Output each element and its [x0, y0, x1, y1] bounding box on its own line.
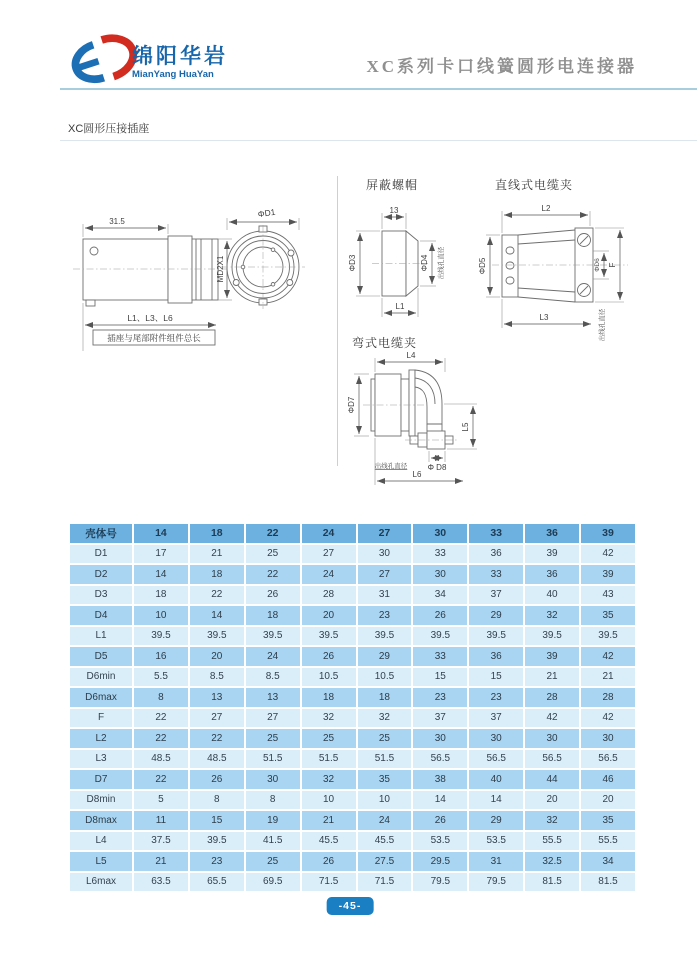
table-cell: 21 [190, 545, 244, 564]
table-cell: 55.5 [581, 832, 635, 851]
shield-nut-drawing [342, 203, 462, 328]
table-cell: 33 [413, 647, 467, 666]
table-cell: 30 [525, 729, 579, 748]
table-cell: 15 [413, 668, 467, 687]
page-number-badge: -45- [327, 897, 374, 915]
table-row [70, 647, 635, 666]
shield-nut-dim-d3: ΦD3 [348, 254, 357, 272]
table-cell: 34 [581, 852, 635, 871]
table-cell: 51.5 [246, 750, 300, 769]
table-row [70, 565, 635, 584]
table-row [70, 770, 635, 789]
table-cell: 53.5 [469, 832, 523, 851]
shell-size-header: 30 [413, 524, 467, 543]
table-cell: 81.5 [581, 873, 635, 892]
table-cell: 18 [190, 565, 244, 584]
table-row [70, 545, 635, 564]
row-label: L1 [70, 627, 132, 646]
table-cell: 27 [190, 709, 244, 728]
table-cell: 42 [581, 709, 635, 728]
table-cell: 14 [469, 791, 523, 810]
table-cell: 35 [581, 606, 635, 625]
table-cell: 17 [134, 545, 188, 564]
table-cell: 40 [525, 586, 579, 605]
table-cell: 55.5 [525, 832, 579, 851]
table-cell: 30 [413, 565, 467, 584]
table-cell: 27 [246, 709, 300, 728]
page-title: XC系列卡口线簧圆形电连接器 [366, 57, 637, 76]
row-label: D1 [70, 545, 132, 564]
socket-thread-label: MD2X1 [216, 255, 225, 283]
table-row [70, 852, 635, 871]
table-cell: 10.5 [302, 668, 356, 687]
table-row [70, 688, 635, 707]
table-cell: 39.5 [190, 832, 244, 851]
socket-drawing [55, 168, 340, 368]
section-label: XC圆形压接插座 [68, 123, 150, 135]
table-cell: 30 [413, 729, 467, 748]
shield-nut-title: 屏蔽螺帽 [366, 178, 419, 192]
socket-dim-total-label: L1、L3、L6 [127, 313, 173, 323]
table-cell: 37 [413, 709, 467, 728]
row-label: D8min [70, 791, 132, 810]
table-cell: 29.5 [413, 852, 467, 871]
table-cell: 20 [302, 606, 356, 625]
straight-clamp-hole-note: 出线孔直径 [599, 308, 606, 342]
table-row [70, 668, 635, 687]
table-cell: 29 [358, 647, 412, 666]
table-cell: 39.5 [413, 627, 467, 646]
logo-text-en: MianYang HuaYan [132, 69, 214, 81]
straight-clamp-dim-f: F [608, 262, 617, 268]
table-cell: 32 [358, 709, 412, 728]
table-cell: 25 [246, 852, 300, 871]
table-cell: 26 [246, 586, 300, 605]
table-cell: 10.5 [358, 668, 412, 687]
table-cell: 25 [246, 729, 300, 748]
table-cell: 71.5 [358, 873, 412, 892]
table-cell: 46 [581, 770, 635, 789]
row-label: D4 [70, 606, 132, 625]
table-row [70, 709, 635, 728]
table-cell: 48.5 [190, 750, 244, 769]
table-cell: 8 [134, 688, 188, 707]
table-cell: 32 [525, 606, 579, 625]
table-cell: 30 [246, 770, 300, 789]
table-cell: 39 [581, 565, 635, 584]
table-row [70, 586, 635, 605]
table-row [70, 750, 635, 769]
table-cell: 29 [469, 811, 523, 830]
row-label: L2 [70, 729, 132, 748]
table-cell: 13 [246, 688, 300, 707]
table-cell: 8 [246, 791, 300, 810]
straight-clamp-dim-d6: ΦD6 [594, 258, 601, 272]
table-cell: 26 [302, 647, 356, 666]
table-cell: 16 [134, 647, 188, 666]
table-cell: 26 [413, 606, 467, 625]
table-cell: 42 [525, 709, 579, 728]
row-label: D6max [70, 688, 132, 707]
table-cell: 32.5 [525, 852, 579, 871]
table-cell: 51.5 [358, 750, 412, 769]
table-cell: 22 [190, 586, 244, 605]
spec-table [68, 522, 637, 893]
shield-nut-dim-l1: L1 [395, 302, 405, 311]
table-cell: 35 [581, 811, 635, 830]
table-cell: 22 [190, 729, 244, 748]
row-label: D2 [70, 565, 132, 584]
straight-clamp-dim-d5: ΦD5 [478, 257, 487, 275]
bent-clamp-dim-d8: Φ D8 [427, 463, 447, 472]
bent-clamp-dim-l4: L4 [406, 351, 416, 360]
shell-size-header: 33 [469, 524, 523, 543]
table-cell: 14 [190, 606, 244, 625]
table-cell: 10 [302, 791, 356, 810]
table-cell: 36 [469, 647, 523, 666]
row-label: L5 [70, 852, 132, 871]
table-cell: 18 [358, 688, 412, 707]
table-cell: 39.5 [358, 627, 412, 646]
table-cell: 14 [413, 791, 467, 810]
row-label: D7 [70, 770, 132, 789]
table-cell: 24 [358, 811, 412, 830]
straight-clamp-dim-l2: L2 [541, 204, 551, 213]
table-cell: 51.5 [302, 750, 356, 769]
table-cell: 22 [134, 729, 188, 748]
shell-size-header: 27 [358, 524, 412, 543]
table-cell: 42 [581, 545, 635, 564]
table-cell: 21 [525, 668, 579, 687]
socket-note: 插座与尾部附件组件总长 [107, 333, 201, 343]
row-label: L4 [70, 832, 132, 851]
table-cell: 33 [469, 565, 523, 584]
table-cell: 27 [358, 565, 412, 584]
table-cell: 23 [413, 688, 467, 707]
shield-nut-hole-note: 出线孔直径 [438, 246, 445, 280]
table-cell: 22 [134, 709, 188, 728]
shell-size-header: 24 [302, 524, 356, 543]
table-cell: 18 [302, 688, 356, 707]
row-label: L3 [70, 750, 132, 769]
table-cell: 39.5 [302, 627, 356, 646]
row-label: F [70, 709, 132, 728]
socket-dim-31-5: 31.5 [109, 217, 125, 226]
table-cell: 24 [302, 565, 356, 584]
table-cell: 35 [358, 770, 412, 789]
table-cell: 39.5 [246, 627, 300, 646]
shell-size-header: 22 [246, 524, 300, 543]
table-cell: 40 [469, 770, 523, 789]
table-cell: 32 [302, 709, 356, 728]
table-cell: 79.5 [469, 873, 523, 892]
table-cell: 53.5 [413, 832, 467, 851]
table-cell: 19 [246, 811, 300, 830]
table-cell: 37 [469, 709, 523, 728]
table-cell: 10 [134, 606, 188, 625]
table-cell: 79.5 [413, 873, 467, 892]
header-rule [60, 88, 697, 90]
table-cell: 39 [525, 545, 579, 564]
table-cell: 45.5 [302, 832, 356, 851]
table-cell: 30 [358, 545, 412, 564]
table-cell: 31 [358, 586, 412, 605]
table-cell: 39.5 [581, 627, 635, 646]
table-cell: 27.5 [358, 852, 412, 871]
table-cell: 10 [358, 791, 412, 810]
table-row [70, 811, 635, 830]
row-label: L6max [70, 873, 132, 892]
table-cell: 11 [134, 811, 188, 830]
table-cell: 18 [134, 586, 188, 605]
table-cell: 15 [469, 668, 523, 687]
shield-nut-dim-13: 13 [389, 206, 399, 215]
table-cell: 36 [469, 545, 523, 564]
table-cell: 45.5 [358, 832, 412, 851]
table-cell: 36 [525, 565, 579, 584]
table-row [70, 791, 635, 810]
table-cell: 8.5 [246, 668, 300, 687]
bent-clamp-dim-l5: L5 [461, 422, 470, 432]
shield-nut-dim-d4: ΦD4 [420, 254, 429, 272]
table-cell: 15 [190, 811, 244, 830]
table-cell: 5.5 [134, 668, 188, 687]
table-cell: 14 [134, 565, 188, 584]
row-label: D3 [70, 586, 132, 605]
straight-clamp-title: 直线式电缆夹 [495, 178, 574, 192]
table-cell: 13 [190, 688, 244, 707]
table-cell: 20 [581, 791, 635, 810]
table-cell: 27 [302, 545, 356, 564]
table-cell: 22 [134, 770, 188, 789]
table-cell: 56.5 [469, 750, 523, 769]
table-cell: 48.5 [134, 750, 188, 769]
row-label-header: 壳体号 [70, 524, 132, 543]
table-row [70, 729, 635, 748]
table-cell: 29 [469, 606, 523, 625]
table-cell: 21 [581, 668, 635, 687]
table-cell: 23 [358, 606, 412, 625]
table-cell: 56.5 [525, 750, 579, 769]
table-cell: 25 [302, 729, 356, 748]
table-cell: 24 [246, 647, 300, 666]
straight-clamp-dim-l3: L3 [539, 313, 549, 322]
table-cell: 37 [469, 586, 523, 605]
table-row [70, 832, 635, 851]
bent-clamp-dim-d7: ΦD7 [347, 396, 356, 414]
table-cell: 25 [358, 729, 412, 748]
table-cell: 31 [469, 852, 523, 871]
table-cell: 41.5 [246, 832, 300, 851]
table-cell: 28 [525, 688, 579, 707]
table-cell: 21 [134, 852, 188, 871]
table-cell: 26 [413, 811, 467, 830]
section-rule [60, 140, 697, 141]
table-cell: 43 [581, 586, 635, 605]
table-cell: 23 [190, 852, 244, 871]
table-cell: 39.5 [190, 627, 244, 646]
table-cell: 42 [581, 647, 635, 666]
shell-size-header: 14 [134, 524, 188, 543]
table-cell: 69.5 [246, 873, 300, 892]
table-cell: 26 [302, 852, 356, 871]
table-cell: 34 [413, 586, 467, 605]
logo-text-cn: 绵阳华岩 [132, 44, 228, 68]
table-cell: 44 [525, 770, 579, 789]
spec-table-head-row [70, 524, 635, 543]
bent-clamp-title: 弯式电缆夹 [352, 336, 418, 350]
bent-clamp-drawing [345, 352, 520, 497]
spec-table-body [70, 545, 635, 892]
table-cell: 21 [302, 811, 356, 830]
table-cell: 39.5 [469, 627, 523, 646]
bent-clamp-dim-l6: L6 [412, 470, 422, 479]
table-cell: 81.5 [525, 873, 579, 892]
shell-size-header: 36 [525, 524, 579, 543]
table-cell: 71.5 [302, 873, 356, 892]
table-cell: 39 [525, 647, 579, 666]
table-cell: 32 [525, 811, 579, 830]
table-cell: 39.5 [525, 627, 579, 646]
table-cell: 38 [413, 770, 467, 789]
table-cell: 25 [246, 545, 300, 564]
table-cell: 18 [246, 606, 300, 625]
table-cell: 32 [302, 770, 356, 789]
table-cell: 33 [413, 545, 467, 564]
shell-size-header: 18 [190, 524, 244, 543]
row-label: D5 [70, 647, 132, 666]
table-cell: 5 [134, 791, 188, 810]
table-cell: 39.5 [134, 627, 188, 646]
table-cell: 56.5 [413, 750, 467, 769]
table-cell: 8.5 [190, 668, 244, 687]
table-cell: 22 [246, 565, 300, 584]
table-cell: 26 [190, 770, 244, 789]
table-cell: 30 [581, 729, 635, 748]
table-cell: 30 [469, 729, 523, 748]
shell-size-header: 39 [581, 524, 635, 543]
straight-clamp-drawing [478, 203, 643, 353]
table-cell: 28 [302, 586, 356, 605]
table-cell: 37.5 [134, 832, 188, 851]
table-row [70, 627, 635, 646]
table-cell: 20 [525, 791, 579, 810]
bent-clamp-hole-note: 出线孔直径 [374, 463, 408, 470]
table-cell: 8 [190, 791, 244, 810]
table-cell: 28 [581, 688, 635, 707]
socket-dim-d1: ΦD1 [257, 206, 277, 220]
table-cell: 20 [190, 647, 244, 666]
table-cell: 23 [469, 688, 523, 707]
row-label: D6min [70, 668, 132, 687]
table-cell: 65.5 [190, 873, 244, 892]
table-row [70, 873, 635, 892]
table-cell: 56.5 [581, 750, 635, 769]
table-cell: 63.5 [134, 873, 188, 892]
row-label: D8max [70, 811, 132, 830]
table-row [70, 606, 635, 625]
